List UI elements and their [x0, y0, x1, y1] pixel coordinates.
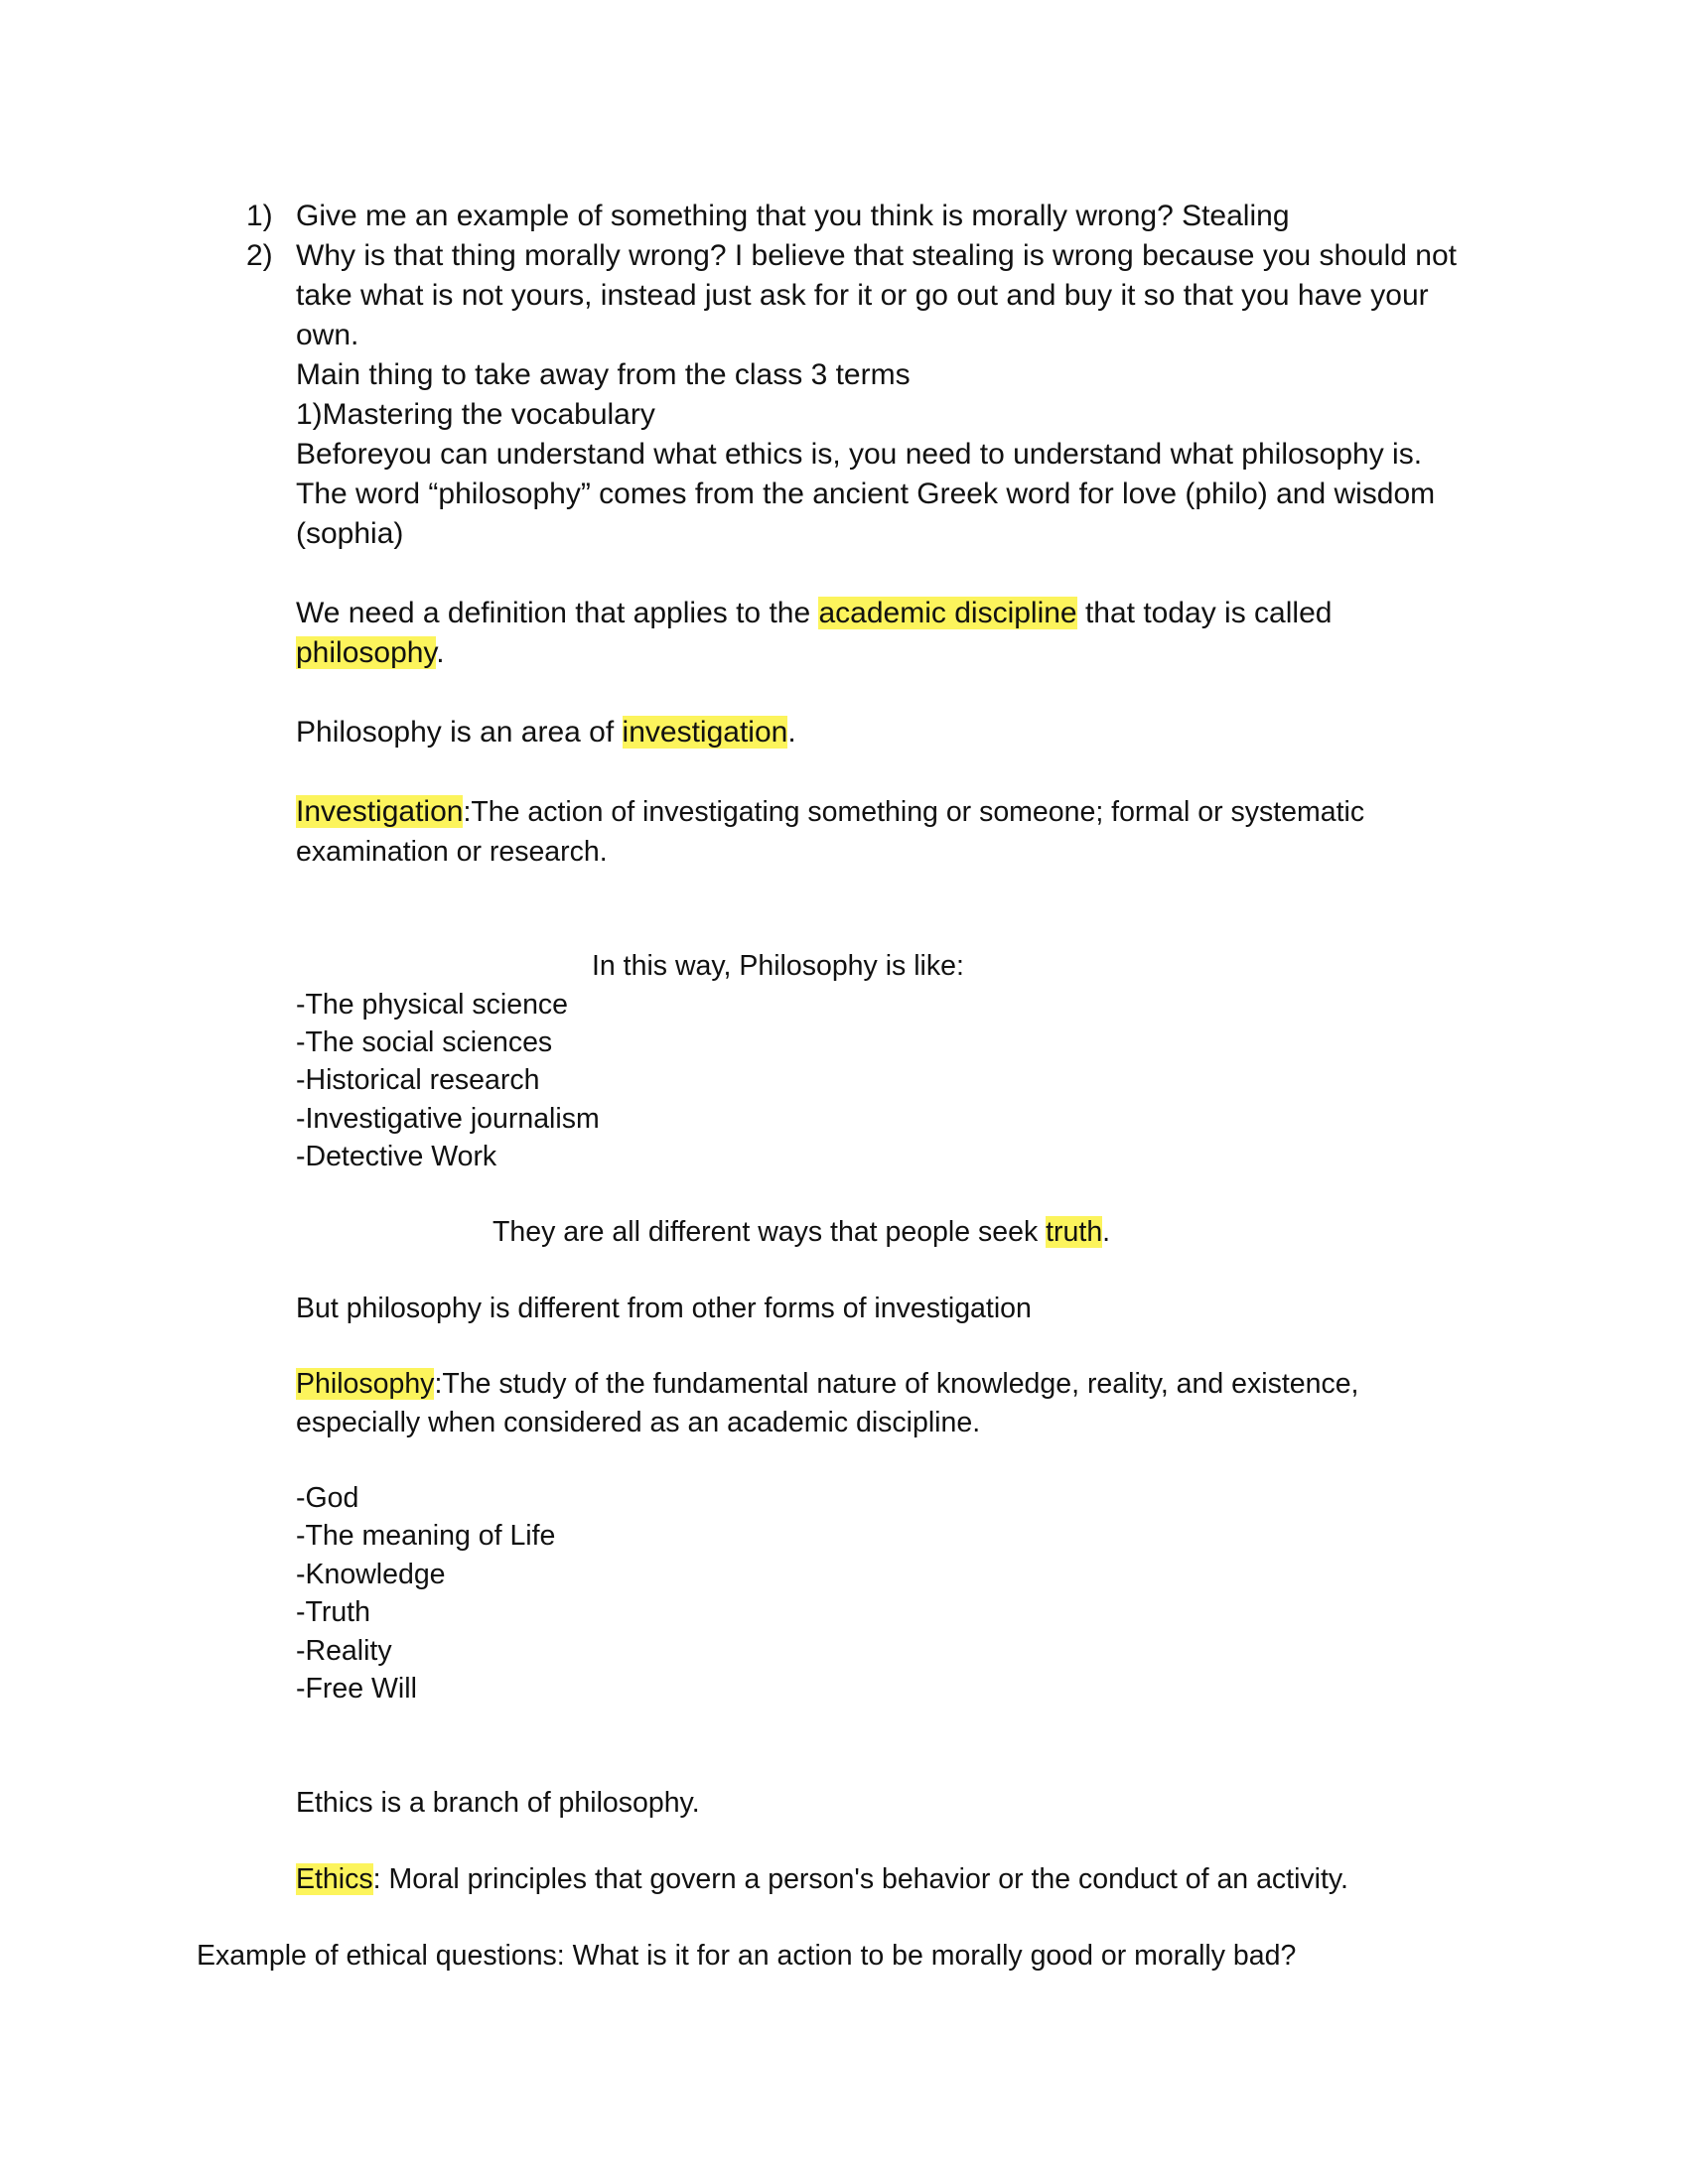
example-question: Example of ethical questions: What is it for an action to be morally good or morally bad? — [197, 1940, 1297, 1972]
ethics-definition-text: : Moral principles that govern a person's behavior or the conduct of an activity. — [372, 1863, 1348, 1895]
definition-need-line-2 — [296, 633, 445, 673]
ethics-definition-line — [296, 1859, 1348, 1899]
philosophy-definition-line-1 — [296, 1364, 1358, 1404]
highlight-philosophy: philosophy — [296, 636, 437, 669]
investigation-definition-line-2: examination or research. — [296, 836, 608, 868]
topic-item: -Reality — [296, 1635, 392, 1667]
definition-need-mid: that today is called — [1076, 597, 1333, 629]
vocab-line: 1)Mastering the vocabulary — [296, 398, 655, 431]
before-line: Beforeyou can understand what ethics is, you need to understand what philosophy is. — [296, 438, 1423, 471]
truth-line — [492, 1212, 1110, 1252]
question-2-line-3: own. — [296, 319, 359, 351]
area-pre: Philosophy is an area of — [296, 716, 623, 749]
definition-need-line-1 — [296, 594, 1332, 633]
highlight-investigation: investigation — [622, 716, 788, 749]
highlight-ethics-term: Ethics — [296, 1863, 373, 1895]
like-heading: In this way, Philosophy is like: — [592, 950, 964, 982]
investigation-definition-text: :The action of investigating something or someone; formal or systematic — [463, 796, 1365, 828]
ethics-branch-line: Ethics is a branch of philosophy. — [296, 1787, 700, 1819]
topic-item: -Knowledge — [296, 1559, 446, 1590]
philosophy-definition-text: :The study of the fundamental nature of knowledge, reality, and existence, — [434, 1368, 1359, 1400]
highlight-philosophy-term: Philosophy — [296, 1368, 435, 1400]
highlight-investigation-term: Investigation — [296, 795, 464, 828]
definition-need-end: . — [436, 636, 445, 669]
different-line: But philosophy is different from other forms of investigation — [296, 1293, 1032, 1324]
question-2-line-1: Why is that thing morally wrong? I believe that stealing is wrong because you should not — [296, 239, 1457, 272]
truth-pre: They are all different ways that people seek — [492, 1216, 1047, 1248]
topic-item: -Free Will — [296, 1673, 417, 1705]
list-number-1: 1) — [246, 200, 273, 232]
topic-item: -God — [296, 1482, 359, 1514]
investigation-definition-line-1 — [296, 792, 1364, 832]
like-item: -Investigative journalism — [296, 1103, 600, 1135]
philosophy-definition-line-2: especially when considered as an academic discipline. — [296, 1407, 981, 1438]
area-end: . — [787, 716, 796, 749]
definition-need-pre: We need a definition that applies to the — [296, 597, 819, 629]
list-number-2: 2) — [246, 239, 273, 272]
highlight-truth: truth — [1046, 1216, 1103, 1248]
question-1: Give me an example of something that you think is morally wrong? Stealing — [296, 200, 1290, 232]
like-item: -Detective Work — [296, 1141, 497, 1172]
word-origin-line-1: The word “philosophy” comes from the ancient Greek word for love (philo) and wisdom — [296, 478, 1436, 510]
topic-item: -The meaning of Life — [296, 1520, 556, 1552]
like-item: -The social sciences — [296, 1026, 553, 1058]
topic-item: -Truth — [296, 1596, 370, 1628]
word-origin-line-2: (sophia) — [296, 517, 404, 550]
like-item: -Historical research — [296, 1064, 540, 1096]
question-2-line-2: take what is not yours, instead just ask for it or go out and buy it so that you have your — [296, 279, 1429, 312]
highlight-academic-discipline: academic discipline — [818, 597, 1077, 629]
takeaway-line: Main thing to take away from the class 3 terms — [296, 358, 911, 391]
area-line — [296, 713, 796, 752]
truth-end: . — [1102, 1216, 1111, 1248]
like-item: -The physical science — [296, 989, 569, 1021]
